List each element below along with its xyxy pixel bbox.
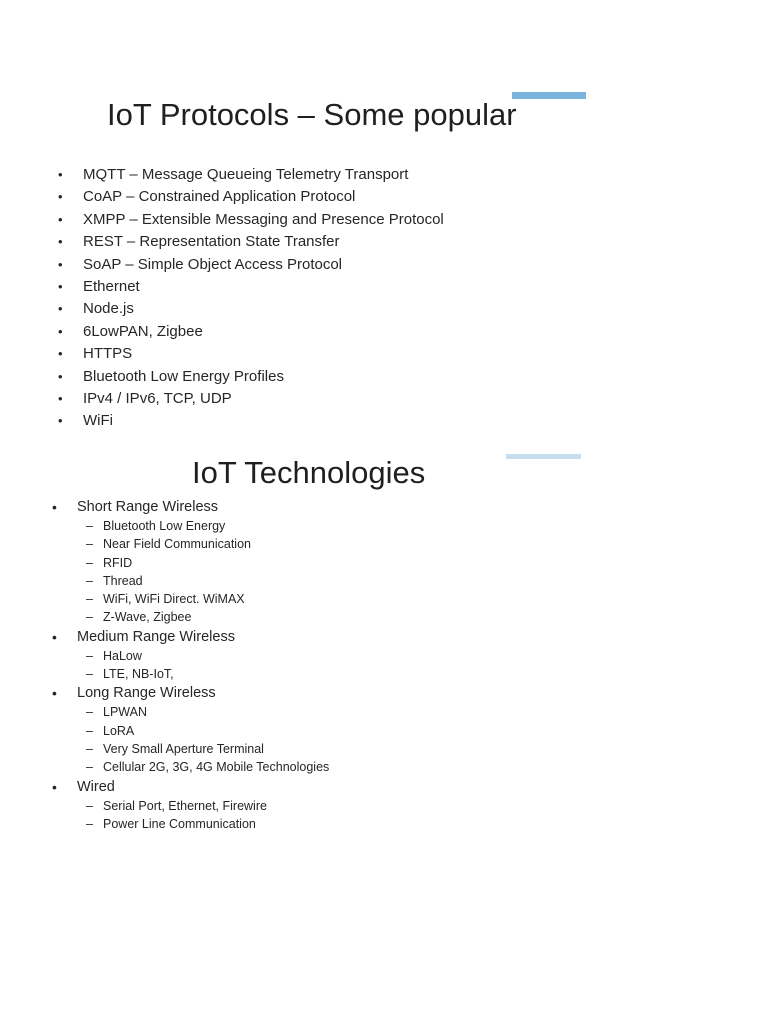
- sub-list-item: [77, 517, 329, 535]
- sub-list-item: [77, 572, 329, 590]
- sub-list: [77, 703, 329, 776]
- bullet-icon: •: [58, 167, 63, 182]
- bullet-icon: •: [58, 278, 63, 294]
- technology-list: [52, 497, 329, 833]
- list-item: [58, 164, 444, 186]
- category-label: Wired: [77, 778, 115, 795]
- sub-list-item: [77, 647, 329, 665]
- dash-icon: –: [86, 537, 93, 552]
- list-item-text: CoAP – Constrained Application Protocol: [83, 188, 356, 206]
- list-item-text: MQTT – Message Queueing Telemetry Transport: [83, 166, 409, 183]
- list-item-text: SoAP – Simple Object Access Protocol: [83, 255, 343, 273]
- bullet-icon: •: [58, 301, 63, 317]
- sub-list-item: [77, 797, 329, 815]
- sub-list: [77, 797, 329, 834]
- bullet-icon: •: [58, 189, 63, 205]
- slide2-accent-bar: [506, 454, 581, 459]
- slide1-accent-bar: [512, 92, 586, 99]
- bullet-icon: •: [58, 346, 63, 362]
- list-item-text: WiFi: [83, 412, 113, 430]
- sub-item-text: LPWAN: [103, 705, 147, 720]
- sub-item-text: Serial Port, Ethernet, Firewire: [103, 798, 267, 813]
- list-item: [58, 343, 444, 365]
- list-item: [58, 321, 444, 343]
- bullet-icon: •: [58, 390, 63, 406]
- category-label: Long Range Wireless: [77, 685, 216, 702]
- category-item: [52, 627, 329, 684]
- sub-list-item: [77, 722, 329, 740]
- category-label: Medium Range Wireless: [77, 628, 235, 645]
- sub-item-text: Cellular 2G, 3G, 4G Mobile Technologies: [103, 760, 330, 775]
- slide1-title: IoT Protocols – Some popular: [107, 97, 517, 132]
- list-item-text: 6LowPAN, Zigbee: [83, 322, 203, 340]
- protocol-list: [58, 164, 444, 433]
- bullet-icon: •: [58, 323, 63, 339]
- dash-icon: –: [86, 723, 93, 738]
- bullet-icon: •: [58, 413, 63, 429]
- sub-item-text: Z-Wave, Zigbee: [103, 610, 192, 625]
- list-item: [58, 209, 444, 231]
- sub-list-item: [77, 815, 329, 833]
- sub-item-text: LoRA: [103, 723, 135, 738]
- bullet-icon: •: [52, 628, 57, 645]
- dash-icon: –: [86, 555, 93, 570]
- sub-item-text: RFID: [103, 555, 133, 570]
- dash-icon: –: [86, 592, 93, 607]
- dash-icon: –: [86, 667, 93, 682]
- dash-icon: –: [86, 760, 93, 775]
- bullet-icon: •: [58, 211, 63, 227]
- dash-icon: –: [86, 519, 93, 533]
- dash-icon: –: [86, 798, 93, 813]
- list-item: [58, 388, 444, 410]
- sub-list-item: [77, 758, 329, 776]
- list-item-text: REST – Representation State Transfer: [83, 233, 340, 251]
- slide2-title: IoT Technologies: [192, 455, 426, 490]
- sub-item-text: Very Small Aperture Terminal: [103, 741, 264, 756]
- list-item-text: IPv4 / IPv6, TCP, UDP: [83, 389, 232, 407]
- list-item-text: Node.js: [83, 300, 134, 318]
- sub-list-item: [77, 665, 329, 683]
- category-item: [52, 497, 329, 627]
- dash-icon: –: [86, 741, 93, 756]
- dash-icon: –: [86, 816, 93, 831]
- list-item: [58, 186, 444, 208]
- category-item: [52, 683, 329, 776]
- bullet-icon: •: [58, 368, 63, 384]
- list-item: [58, 298, 444, 320]
- sub-list-item: [77, 535, 329, 553]
- dash-icon: –: [86, 610, 93, 625]
- bullet-icon: •: [58, 256, 63, 272]
- sub-list-item: [77, 740, 329, 758]
- list-item-text: XMPP – Extensible Messaging and Presence Protocol: [83, 210, 444, 228]
- dash-icon: –: [86, 648, 93, 663]
- sub-list-item: [77, 703, 329, 721]
- dash-icon: –: [86, 705, 93, 720]
- list-item-text: Ethernet: [83, 277, 140, 295]
- list-item: [58, 254, 444, 276]
- bullet-icon: •: [52, 685, 57, 702]
- sub-list: [77, 517, 329, 627]
- sub-item-text: Near Field Communication: [103, 537, 251, 552]
- dash-icon: –: [86, 573, 93, 588]
- sub-item-text: HaLow: [103, 648, 142, 663]
- sub-item-text: Bluetooth Low Energy: [103, 519, 226, 533]
- sub-list: [77, 647, 329, 684]
- list-item-text: HTTPS: [83, 345, 133, 363]
- sub-item-text: Thread: [103, 573, 143, 588]
- bullet-icon: •: [52, 499, 57, 515]
- bullet-icon: •: [52, 778, 57, 795]
- list-item: [58, 366, 444, 388]
- sub-list-item: [77, 554, 329, 572]
- list-item: [58, 231, 444, 253]
- sub-list-item: [77, 608, 329, 626]
- sub-item-text: WiFi, WiFi Direct. WiMAX: [103, 592, 245, 607]
- list-item: [58, 410, 444, 432]
- category-label: Short Range Wireless: [77, 499, 219, 515]
- sub-item-text: LTE, NB-IoT,: [103, 667, 174, 682]
- sub-item-text: Power Line Communication: [103, 816, 256, 831]
- category-item: [52, 777, 329, 834]
- bullet-icon: •: [58, 234, 63, 250]
- list-item-text: Bluetooth Low Energy Profiles: [83, 367, 284, 385]
- sub-list-item: [77, 590, 329, 608]
- list-item: [58, 276, 444, 298]
